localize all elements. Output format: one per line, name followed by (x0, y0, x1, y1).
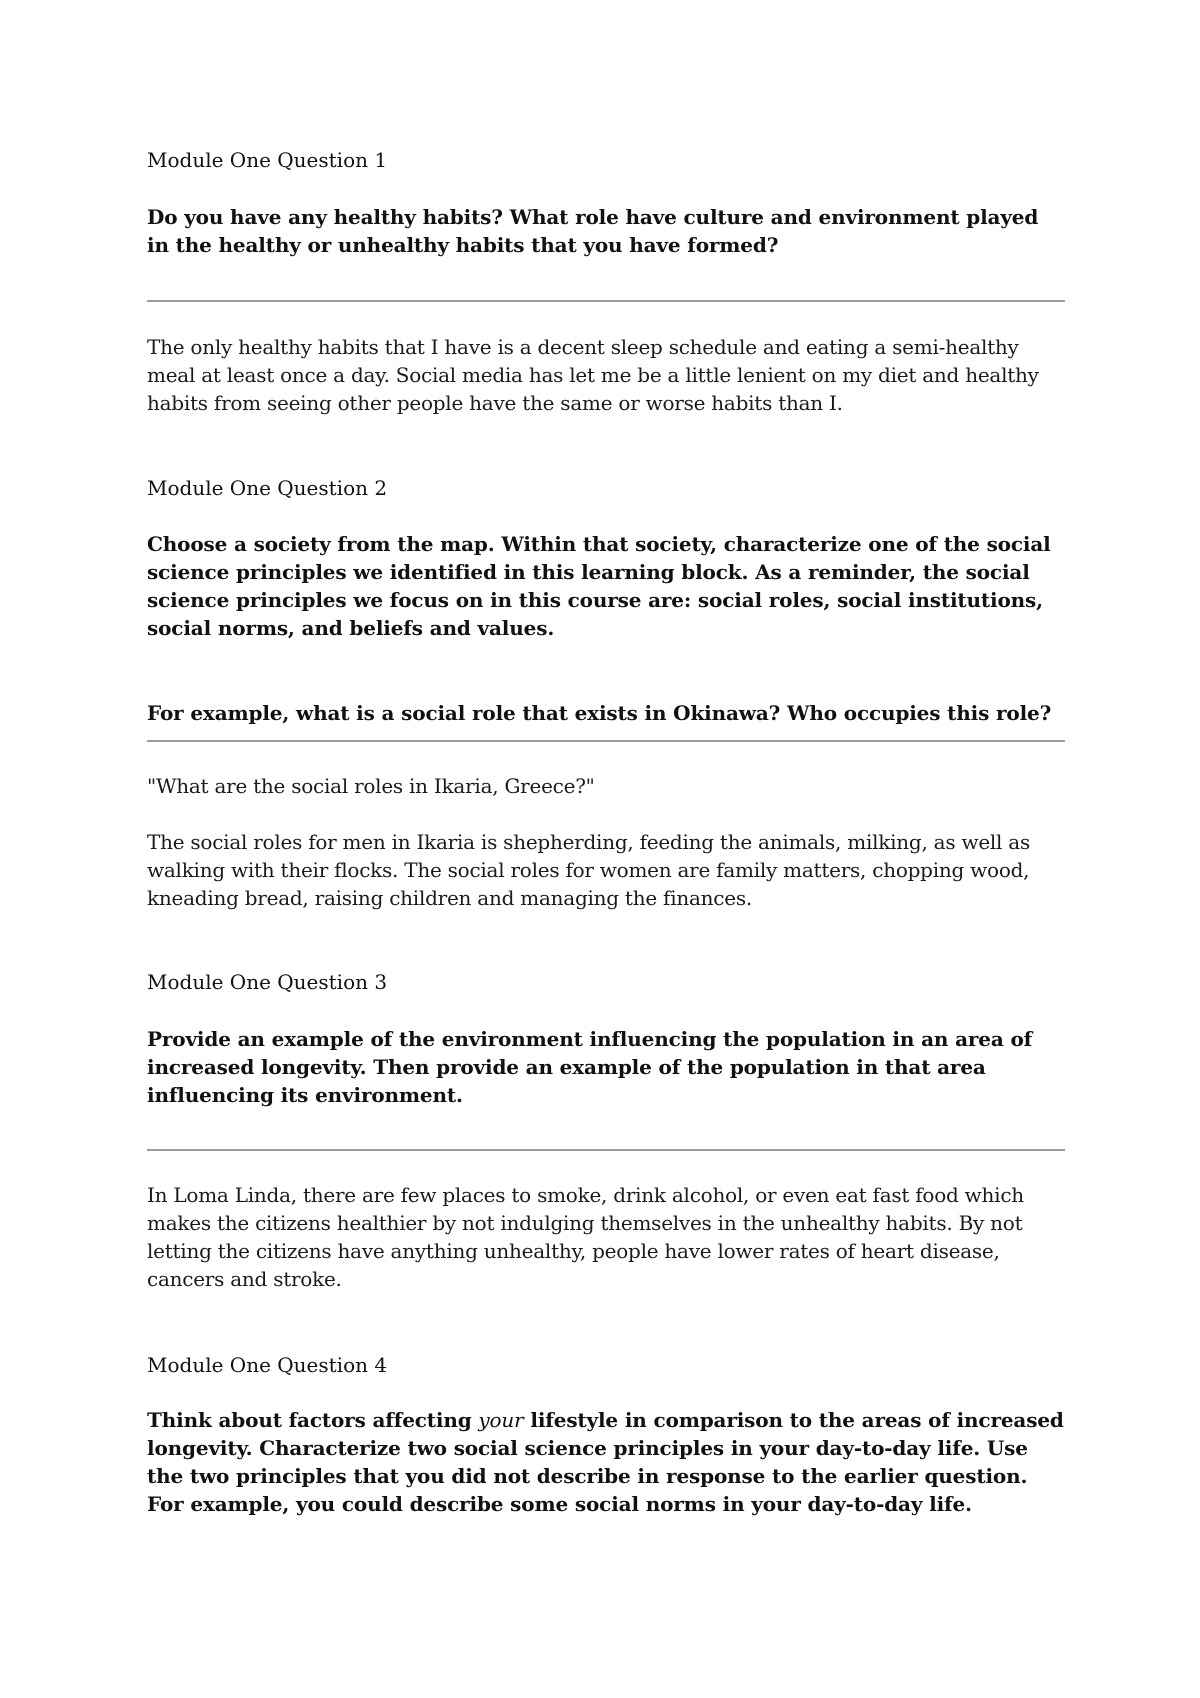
q2-prompt: Choose a society from the map. Within that society, characterize one of the social science principles we identified in this learning block. As a reminder, the social science principles we focus on in this course are: social roles, social institutions, social norms, and beliefs and values. (147, 532, 1051, 640)
q2-answer-title: "What are the social roles in Ikaria, Greece?" (147, 774, 595, 798)
q2-heading: Module One Question 2 (147, 476, 388, 500)
q1-prompt: Do you have any healthy habits? What role have culture and environment played in the healthy or unhealthy habits that you have formed? (147, 205, 1039, 257)
q4-heading: Module One Question 4 (147, 1353, 388, 1377)
q4-prompt-start: Think about factors affecting (147, 1408, 479, 1432)
q3-prompt: Provide an example of the environment influencing the population in an area of increased longevity. Then provide an example of the population in that area influencing its environment. (147, 1027, 1033, 1107)
q4-prompt-emphasis: your (478, 1408, 524, 1432)
q3-divider (147, 1149, 1065, 1151)
q2-answer: The social roles for men in Ikaria is shepherding, feeding the animals, milking, as well as walking with their flocks. The social roles for women are family matters, chopping wood, kneading bread, raising children and managing the finances. (147, 830, 1030, 910)
q4-prompt-end: lifestyle in comparison to the areas of increased longevity. Characterize two social science principles in your day-to-day life. Use the two principles that you did not describe in response to the earlier question. For example, you could describe some social norms in your day-to-day life. (147, 1408, 1064, 1516)
q3-heading: Module One Question 3 (147, 970, 388, 994)
q2-example: For example, what is a social role that exists in Okinawa? Who occupies this role? (147, 701, 1052, 725)
q1-answer: The only healthy habits that I have is a decent sleep schedule and eating a semi-healthy meal at least once a day. Social media has let me be a little lenient on my diet and healthy habits from seeing other people have the same or worse habits than I. (147, 335, 1039, 415)
document-page (147, 0, 1065, 1698)
q1-divider (147, 300, 1065, 302)
q3-answer: In Loma Linda, there are few places to smoke, drink alcohol, or even eat fast food which makes the citizens healthier by not indulging themselves in the unhealthy habits. By not letting the citizens have anything unhealthy, people have lower rates of heart disease, cancers and stroke. (147, 1183, 1024, 1291)
q4-prompt (147, 1406, 1065, 1518)
q1-heading: Module One Question 1 (147, 148, 388, 172)
q2-divider (147, 740, 1065, 742)
